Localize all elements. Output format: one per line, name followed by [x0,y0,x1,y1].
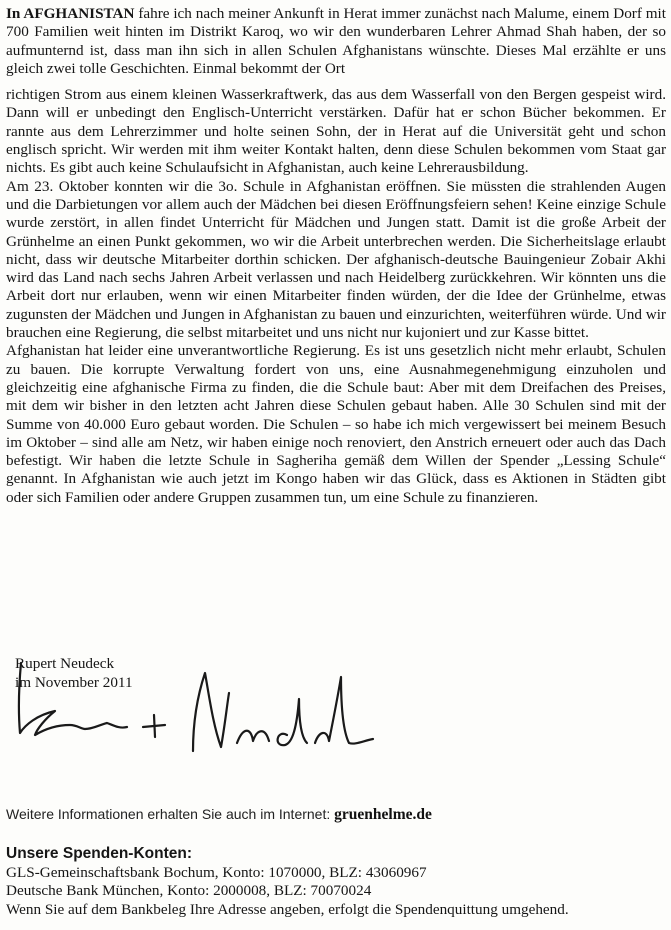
lead-heading: In AFGHANISTAN [6,5,135,22]
signature-date: im November 2011 [15,673,133,691]
letter-body [6,5,666,507]
handwritten-signature [15,655,375,765]
donation-accounts [6,845,666,919]
paragraph-intro-text: fahre ich nach meiner Ankunft in Herat immer zunächst nach Malume, einem Dorf mit 700 Familien weit hinten im Distrikt Karoq, wo wir den wunderbaren Lehrer Ahmad Shah haben, der so aufmunternd ist, dass man ihn sich in allen Schulen Afghanistans wünschte. Dieses Mal erzählte er uns gleich zwei tolle Geschichten. Einmal bekommt der Ort [6,5,666,77]
account-deutsche-bank: Deutsche Bank München, Konto: 2000008, BLZ: 70070024 [6,882,372,899]
paragraph-government: Afghanistan hat leider eine unverantwortliche Regierung. Es ist uns gesetzlich nicht mehr erlaubt, Schulen zu bauen. Die korrupte Verwaltung fordert von uns, eine Ausnahmegenehmigung einzuholen und gleichzeitig eine afghanische Firma zu finden, die die Schule baut: Aber mit dem Dreifachen des Preises, mit dem wir bisher in den letzten acht Jahren diese Schulen gebaut haben. Alle 30 Schulen sind mit der Summe von 40.000 Euro gebaut worden. Die Schulen – so habe ich mich vergewissert bei meinem Besuch im Oktober – sind alle am Netz, wir haben einige noch renoviert, den Anstrich erneuert oder auch das Dach befestigt. Wir haben die letzte Schule in Sagheriha gemäß dem Willen der Spender „Lessing Schule“ genannt. In Afghanistan wie auch jetzt im Kongo haben wir das Glück, dass es Aktionen in Städten gibt oder sich Familien oder andere Gruppen zusammen tun, um eine Schule zu finanzieren. [6,342,666,506]
paragraph-electricity: richtigen Strom aus einem kleinen Wasserkraftwerk, das aus dem Wasserfall von den Bergen gespeist wird. Dann will er unbedingt den Englisch-Unterricht verstärken. Dafür hat er schon Bücher bekommen. Er rannte aus dem Lehrerzimmer und holte seinen Sohn, der in Herat auf die Universität geht und schon englisch spricht. Wir werden mit ihm weiter Kontakt halten, denn diese Schulen bekommen vom Staat gar nichts. Es gibt auch keine Schulaufsicht in Afghanistan, auch keine Lehrerausbildung. [6,86,666,177]
receipt-note: Wenn Sie auf dem Bankbeleg Ihre Adresse angeben, erfolgt die Spendenquittung umgehend. [6,900,569,918]
accounts-heading: Unsere Spenden-Konten: [6,845,193,862]
paragraph-school-opening: Am 23. Oktober konnten wir die 3o. Schule in Afghanistan eröffnen. Sie müssten die strahlenden Augen und die Darbietungen vor allem auch der Mädchen bei diesen Eröffnungsfeiern sehen! Keine einzige Schule wurde zerstört, in allen findet Unterricht für Mädchen und Jungen statt. Damit ist die große Arbeit der Grünhelme an einen Punkt gekommen, wo wir die Arbeit unterbrechen werden. Die Sicherheitslage erlaubt nicht, dass wir deutsche Mitarbeiter dorthin schicken. Der afghanisch-deutsche Bauingenieur Zobair Akhi wird das Land nach sechs Jahren Arbeit verlassen und nach Heidelberg zurückkehren. Wir könnten uns die Arbeit dort nur erlauben, wenn wir einen Mitarbeiter finden würden, der die Idee der Grünhelme, etwas zugunsten der Mädchen und Jungen in Afghanistan zu bauen und einzurichten, weiterführen würde. Und wir brauchen eine Regierung, die selbst mitarbeitet und uns nicht nur kujoniert und zur Kasse bittet. [6,177,666,342]
signature-block [15,655,375,765]
info-line [6,806,432,824]
signature-name: Rupert Neudeck [15,655,115,672]
website-link[interactable]: gruenhelme.de [334,806,432,823]
paragraph-intro [6,5,666,78]
account-gls: GLS-Gemeinschaftsbank Bochum, Konto: 1070000, BLZ: 43060967 [6,863,427,881]
info-text: Weitere Informationen erhalten Sie auch im Internet: [6,806,331,822]
